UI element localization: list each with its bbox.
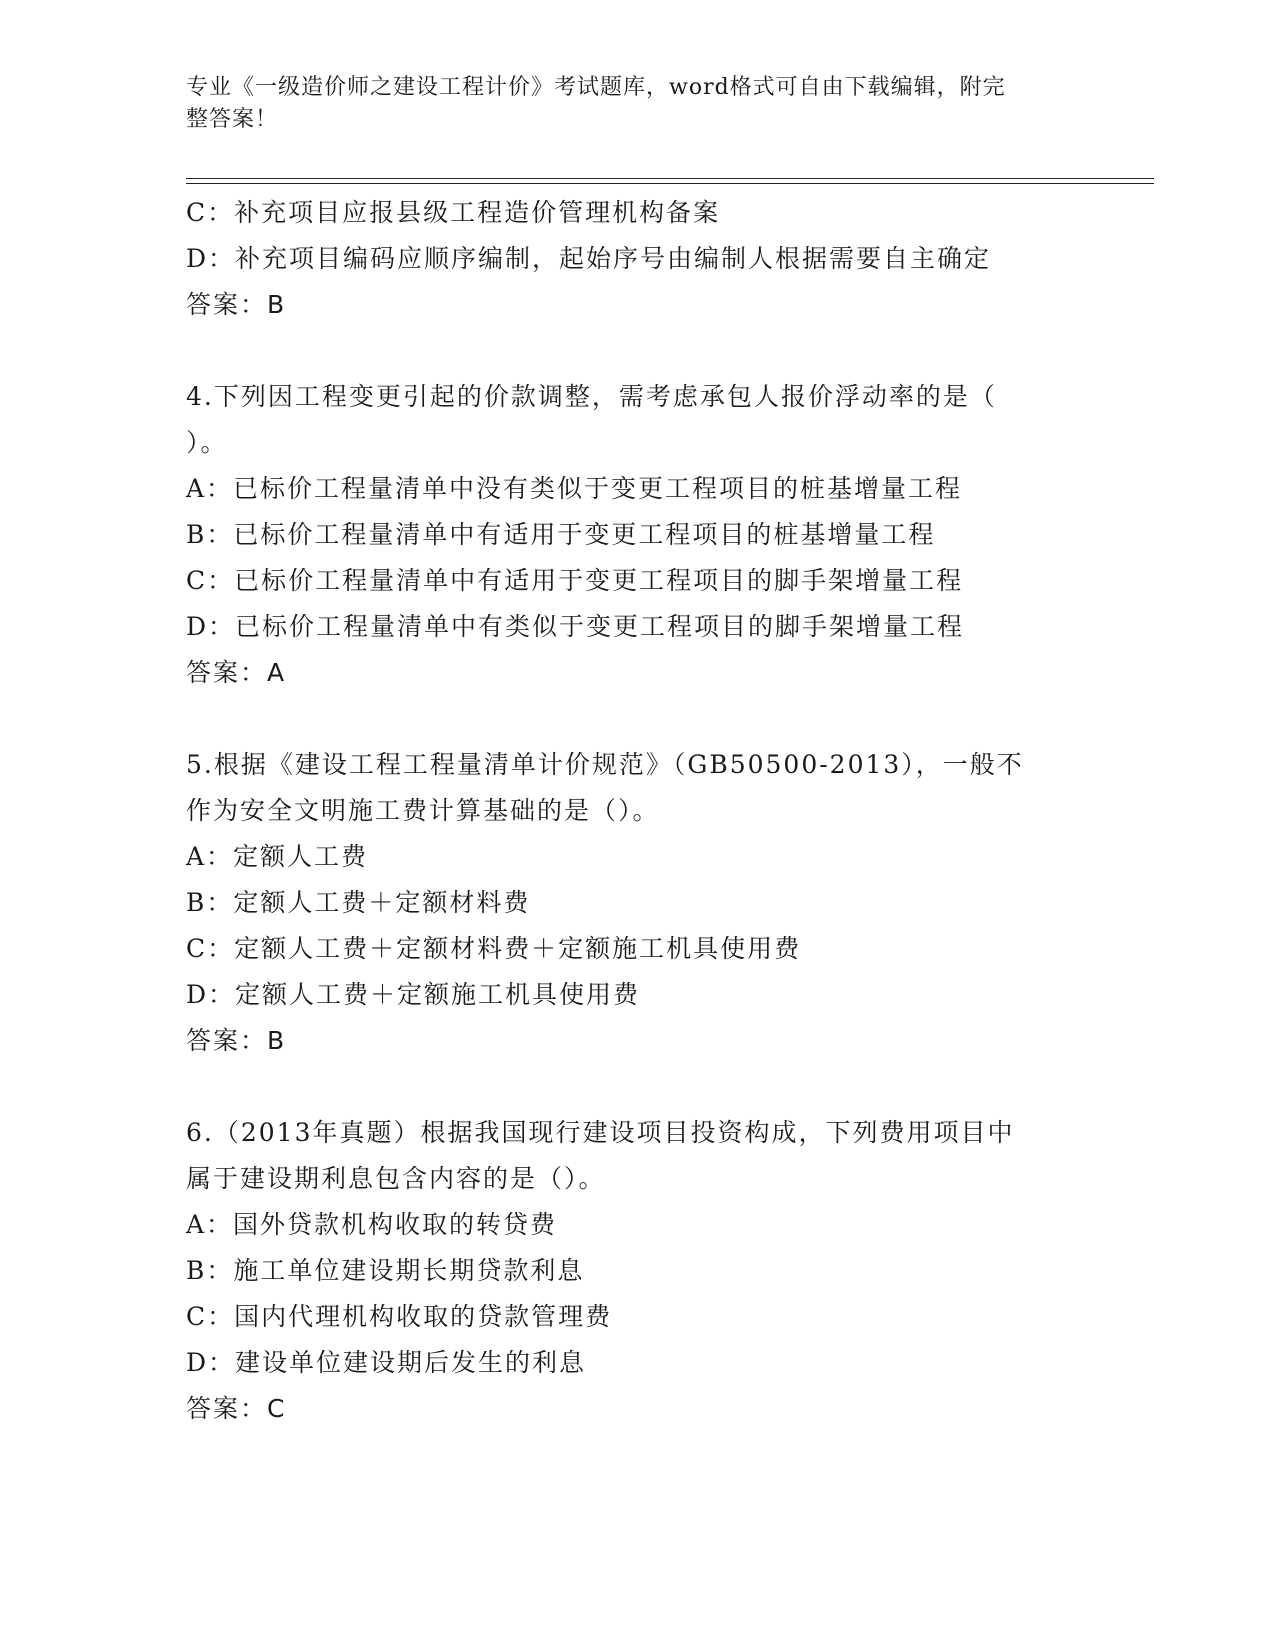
question-stem-continued: ）。 — [186, 428, 228, 457]
question-stem-continued: 属于建设期利息包含内容的是（）。 — [186, 1164, 606, 1193]
document-header — [186, 72, 1066, 136]
option-b: B：已标价工程量清单中有适用于变更工程项目的桩基增量工程 — [186, 520, 936, 549]
question-list — [186, 190, 1086, 1432]
answer-line: 答案：B — [186, 1026, 287, 1055]
spacer — [186, 696, 1086, 742]
question-stem: 6.（2013年真题）根据我国现行建设项目投资构成，下列费用项目中 — [186, 1118, 1015, 1147]
header-line-2: 整答案！ — [186, 107, 279, 132]
spacer — [186, 1064, 1086, 1110]
question-block-5 — [186, 742, 1086, 1064]
option-c: C：国内代理机构收取的贷款管理费 — [186, 1302, 613, 1331]
option-a: A：国外贷款机构收取的转贷费 — [186, 1210, 558, 1239]
answer-line: 答案：B — [186, 290, 287, 319]
option-c: C：已标价工程量清单中有适用于变更工程项目的脚手架增量工程 — [186, 566, 964, 595]
option-b: B：定额人工费＋定额材料费 — [186, 888, 531, 917]
question-stem: 4.下列因工程变更引起的价款调整，需考虑承包人报价浮动率的是（ — [186, 382, 997, 411]
answer-line: 答案：C — [186, 1394, 287, 1423]
spacer — [186, 328, 1086, 374]
header-divider-top — [186, 178, 1154, 179]
question-block-3 — [186, 190, 1086, 328]
question-stem-continued: 作为安全文明施工费计算基础的是（）。 — [186, 796, 660, 825]
option-d: D：补充项目编码应顺序编制，起始序号由编制人根据需要自主确定 — [186, 244, 992, 273]
option-d: D：已标价工程量清单中有类似于变更工程项目的脚手架增量工程 — [186, 612, 965, 641]
option-a: A：定额人工费 — [186, 842, 369, 871]
option-a: A：已标价工程量清单中没有类似于变更工程项目的桩基增量工程 — [186, 474, 963, 503]
option-d: D：建设单位建设期后发生的利息 — [186, 1348, 587, 1377]
question-block-6 — [186, 1110, 1086, 1432]
header-line-1: 专业《一级造价师之建设工程计价》考试题库，word格式可自由下载编辑，附完 — [186, 75, 1006, 100]
option-b: B：施工单位建设期长期贷款利息 — [186, 1256, 585, 1285]
question-stem: 5.根据《建设工程工程量清单计价规范》（GB50500-2013），一般不 — [186, 750, 1024, 779]
question-block-4 — [186, 374, 1086, 696]
answer-line: 答案：A — [186, 658, 287, 687]
header-divider-bottom — [186, 183, 1154, 184]
option-c: C：定额人工费＋定额材料费＋定额施工机具使用费 — [186, 934, 802, 963]
option-d: D：定额人工费＋定额施工机具使用费 — [186, 980, 641, 1009]
option-c: C：补充项目应报县级工程造价管理机构备案 — [186, 198, 721, 227]
